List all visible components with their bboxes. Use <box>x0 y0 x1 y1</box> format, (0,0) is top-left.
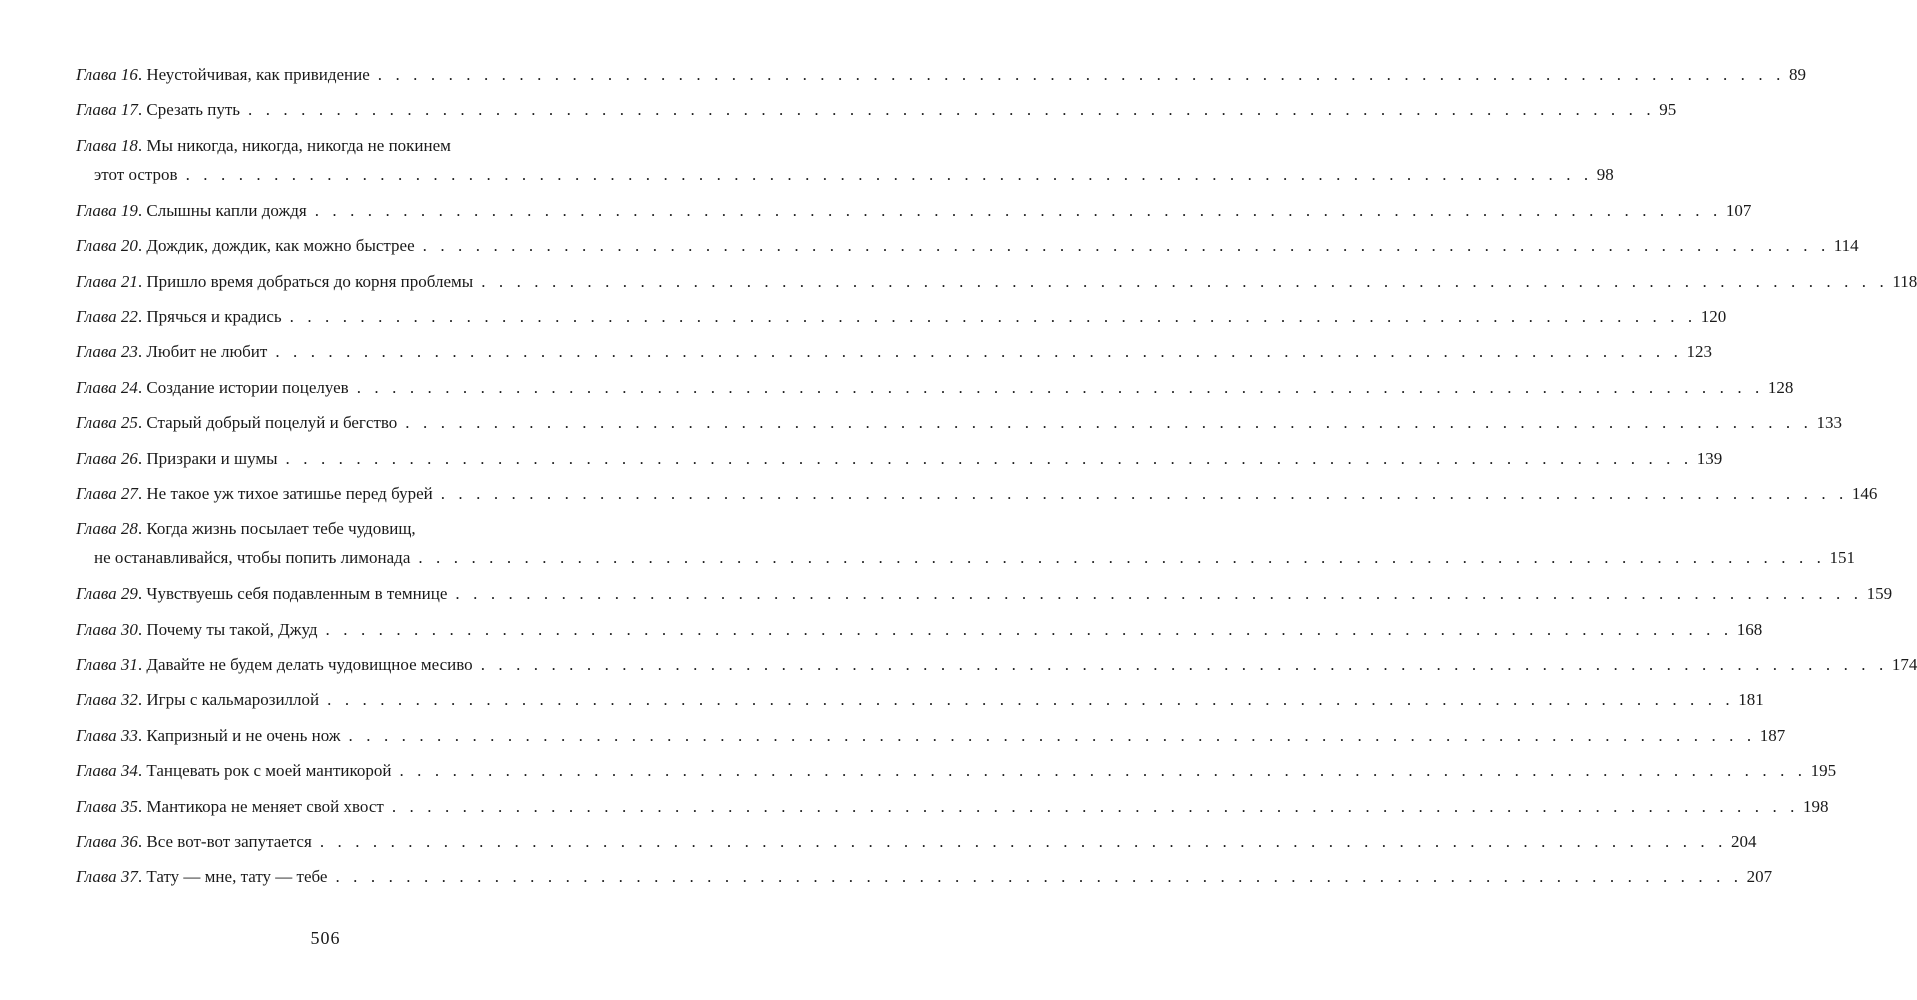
chapter-separator: . <box>137 413 147 433</box>
chapter-title: Создание истории поцелуев <box>146 377 349 397</box>
chapter-separator: . <box>137 796 147 816</box>
chapter-label: Глава 35 <box>76 796 138 816</box>
chapter-label: Глава 36 <box>76 832 138 851</box>
chapter-title: Старый добрый поцелуй и бегство <box>146 413 398 433</box>
page-ref: 195 <box>1810 761 1837 781</box>
toc-entry <box>76 721 1786 751</box>
toc-entry-line <box>76 444 1723 474</box>
toc-entry <box>76 408 1842 438</box>
dot-leader: . . . . . . . . . . . . . . . . . . . . . . . . . . . . . . . . . . . . . . . . . . . . . . . . . . . . . . . . . . . . . . . . . . . . . . . . . . . . . . . . <box>285 448 1693 468</box>
toc-entry <box>76 131 1614 190</box>
toc-entry-line <box>76 792 1829 822</box>
chapter-title: Пришло время добраться до корня проблемы <box>146 271 474 291</box>
page-ref: 98 <box>1596 164 1614 184</box>
chapter-label: Глава 18 <box>76 135 138 155</box>
chapter-separator: . <box>137 135 147 155</box>
page-ref: 120 <box>1700 306 1727 326</box>
page-ref: 95 <box>1659 100 1677 120</box>
chapter-separator: . <box>137 200 147 220</box>
dot-leader: . . . . . . . . . . . . . . . . . . . . . . . . . . . . . . . . . . . . . . . . . . . . . . . . . . . . . . . . . . . . . . . . . . . . . . . . . . . . . . . . <box>399 761 1807 781</box>
toc-entry-line <box>76 543 1856 573</box>
dot-leader: . . . . . . . . . . . . . . . . . . . . . . . . . . . . . . . . . . . . . . . . . . . . . . . . . . . . . . . . . . . . . . . . . . . . . . . . . . . . . . . . <box>418 548 1826 568</box>
dot-leader: . . . . . . . . . . . . . . . . . . . . . . . . . . . . . . . . . . . . . . . . . . . . . . . . . . . . . . . . . . . . . . . . . . . . . . . . . . . . . . . . <box>185 164 1593 184</box>
toc-entry <box>76 231 1859 261</box>
dot-leader: . . . . . . . . . . . . . . . . . . . . . . . . . . . . . . . . . . . . . . . . . . . . . . . . . . . . . . . . . . . . . . . . . . . . . . . . . . . . . . . . <box>391 796 1799 816</box>
page-ref: 118 <box>1892 271 1917 291</box>
dot-leader: . . . . . . . . . . . . . . . . . . . . . . . . . . . . . . . . . . . . . . . . . . . . . . . . . . . . . . . . . . . . . . . . . . . . . . . . . . . . . . . . <box>319 832 1727 851</box>
dot-leader: . . . . . . . . . . . . . . . . . . . . . . . . . . . . . . . . . . . . . . . . . . . . . . . . . . . . . . . . . . . . . . . . . . . . . . . . . . . . . . . . <box>455 584 1863 604</box>
chapter-separator: . <box>137 832 147 851</box>
toc-entry <box>76 615 1763 645</box>
page-ref: 139 <box>1696 448 1723 468</box>
chapter-title: Призраки и шумы <box>146 448 278 468</box>
chapter-separator: . <box>137 236 147 256</box>
chapter-title: Прячься и крадись <box>146 306 282 326</box>
chapter-separator: . <box>137 306 147 326</box>
toc-entry-line <box>76 615 1763 645</box>
chapter-label: Глава 23 <box>76 342 138 362</box>
chapter-title: Игры с кальмарозиллой <box>146 690 320 710</box>
toc-entry <box>76 827 1757 857</box>
chapter-separator: . <box>137 619 147 639</box>
dot-leader: . . . . . . . . . . . . . . . . . . . . . . . . . . . . . . . . . . . . . . . . . . . . . . . . . . . . . . . . . . . . . . . . . . . . . . . . . . . . . . . . <box>248 100 1656 120</box>
toc-entry-line <box>76 267 1917 297</box>
page-ref: 151 <box>1829 548 1856 568</box>
page-ref: 168 <box>1736 619 1763 639</box>
toc-entry-line <box>76 373 1794 403</box>
toc-entry-line <box>76 827 1757 857</box>
page-ref: 181 <box>1738 690 1764 710</box>
dot-leader: . . . . . . . . . . . . . . . . . . . . . . . . . . . . . . . . . . . . . . . . . . . . . . . . . . . . . . . . . . . . . . . . . . . . . . . . . . . . . . . . <box>440 483 1848 503</box>
dot-leader: . . . . . . . . . . . . . . . . . . . . . . . . . . . . . . . . . . . . . . . . . . . . . . . . . . . . . . . . . . . . . . . . . . . . . . . . . . . . . . . . <box>289 306 1697 326</box>
chapter-separator: . <box>137 65 147 84</box>
chapter-separator: . <box>137 377 147 397</box>
toc-entry-line <box>76 650 1917 680</box>
dot-leader: . . . . . . . . . . . . . . . . . . . . . . . . . . . . . . . . . . . . . . . . . . . . . . . . . . . . . . . . . . . . . . . . . . . . . . . . . . . . . . . . <box>377 65 1785 84</box>
toc-entry-line <box>76 196 1752 226</box>
chapter-separator: . <box>137 483 147 503</box>
chapter-separator: . <box>137 867 147 887</box>
chapter-title: Танцевать рок с моей мантикорой <box>146 761 392 781</box>
chapter-title: Дождик, дождик, как можно быстрее <box>146 236 415 256</box>
dot-leader: . . . . . . . . . . . . . . . . . . . . . . . . . . . . . . . . . . . . . . . . . . . . . . . . . . . . . . . . . . . . . . . . . . . . . . . . . . . . . . . . <box>480 655 1888 674</box>
page-ref: 133 <box>1816 413 1842 433</box>
page-ref: 187 <box>1759 725 1786 745</box>
chapter-title: Не такое уж тихое затишье перед бурей <box>146 483 433 503</box>
page-ref: 114 <box>1833 236 1859 256</box>
chapter-label: Глава 32 <box>76 690 138 710</box>
chapter-label: Глава 24 <box>76 377 138 397</box>
page-ref: 159 <box>1866 584 1893 604</box>
chapter-label: Глава 30 <box>76 619 138 639</box>
dot-leader: . . . . . . . . . . . . . . . . . . . . . . . . . . . . . . . . . . . . . . . . . . . . . . . . . . . . . . . . . . . . . . . . . . . . . . . . . . . . . . . . <box>314 200 1722 220</box>
page-ref: 107 <box>1725 200 1752 220</box>
toc-entry-line <box>76 160 1614 190</box>
chapter-separator: . <box>137 584 147 604</box>
chapter-label: Глава 21 <box>76 271 138 291</box>
toc-entry-line <box>76 685 1764 715</box>
toc-entry-line <box>76 337 1712 367</box>
chapter-title: Капризный и не очень нож <box>146 725 341 745</box>
chapter-separator: . <box>137 342 147 362</box>
toc-entry-line <box>76 231 1859 261</box>
toc-entry-line <box>76 721 1786 751</box>
dot-leader: . . . . . . . . . . . . . . . . . . . . . . . . . . . . . . . . . . . . . . . . . . . . . . . . . . . . . . . . . . . . . . . . . . . . . . . . . . . . . . . . <box>405 413 1813 433</box>
toc-entry <box>76 685 1764 715</box>
chapter-label: Глава 20 <box>76 236 138 256</box>
chapter-separator: . <box>137 655 147 674</box>
toc-entry <box>76 756 1837 786</box>
chapter-title: Почему ты такой, Джуд <box>146 619 318 639</box>
toc-entry <box>76 862 1773 892</box>
chapter-separator: . <box>137 690 147 710</box>
chapter-separator: . <box>137 761 147 781</box>
chapter-separator: . <box>137 519 147 539</box>
toc-entry <box>76 95 1677 125</box>
chapter-title: Когда жизнь посылает тебе чудовищ, <box>146 519 416 539</box>
chapter-label: Глава 17 <box>76 100 138 120</box>
toc-entry <box>76 579 1893 609</box>
chapter-title: Мы никогда, никогда, никогда не покинем <box>146 135 451 155</box>
chapter-label: Глава 34 <box>76 761 138 781</box>
chapter-label: Глава 29 <box>76 584 138 604</box>
toc-entry-line <box>76 579 1893 609</box>
toc-entry-line <box>76 514 585 543</box>
toc-entry <box>76 60 1806 90</box>
toc-entry-line <box>76 479 1878 509</box>
page-ref: 207 <box>1746 867 1773 887</box>
toc-entry <box>76 196 1752 226</box>
page-ref: 146 <box>1851 483 1878 503</box>
dot-leader: . . . . . . . . . . . . . . . . . . . . . . . . . . . . . . . . . . . . . . . . . . . . . . . . . . . . . . . . . . . . . . . . . . . . . . . . . . . . . . . . <box>327 690 1735 710</box>
chapter-title: Срезать путь <box>146 100 241 120</box>
toc-entry-line <box>76 756 1837 786</box>
dot-leader: . . . . . . . . . . . . . . . . . . . . . . . . . . . . . . . . . . . . . . . . . . . . . . . . . . . . . . . . . . . . . . . . . . . . . . . . . . . . . . . . <box>422 236 1830 256</box>
page-ref: 198 <box>1803 796 1829 816</box>
toc-entry-line <box>76 95 1677 125</box>
chapter-title: Слышны капли дождя <box>146 200 307 220</box>
toc-entry-line <box>76 302 1727 332</box>
page-ref: 123 <box>1686 342 1712 362</box>
dot-leader: . . . . . . . . . . . . . . . . . . . . . . . . . . . . . . . . . . . . . . . . . . . . . . . . . . . . . . . . . . . . . . . . . . . . . . . . . . . . . . . . <box>275 342 1683 362</box>
chapter-label: Глава 27 <box>76 483 138 503</box>
toc-entry <box>76 302 1727 332</box>
dot-leader: . . . . . . . . . . . . . . . . . . . . . . . . . . . . . . . . . . . . . . . . . . . . . . . . . . . . . . . . . . . . . . . . . . . . . . . . . . . . . . . . <box>481 271 1889 291</box>
toc-entry <box>76 479 1878 509</box>
dot-leader: . . . . . . . . . . . . . . . . . . . . . . . . . . . . . . . . . . . . . . . . . . . . . . . . . . . . . . . . . . . . . . . . . . . . . . . . . . . . . . . . <box>356 377 1764 397</box>
page-ref: 128 <box>1767 377 1794 397</box>
chapter-separator: . <box>137 100 147 120</box>
toc-entry-line <box>76 862 1773 892</box>
chapter-title: Тату — мне, тату — тебе <box>146 867 328 887</box>
chapter-separator: . <box>137 725 147 745</box>
chapter-label: Глава 31 <box>76 655 138 674</box>
toc-entry-line <box>76 60 1806 90</box>
chapter-label: Глава 16 <box>76 65 138 84</box>
chapter-label: Глава 37 <box>76 867 138 887</box>
chapter-separator: . <box>137 271 147 291</box>
toc-entry-line <box>76 131 585 160</box>
page-number: 506 <box>310 928 341 948</box>
chapter-label: Глава 19 <box>76 200 138 220</box>
chapter-label: Глава 33 <box>76 725 138 745</box>
chapter-label: Глава 28 <box>76 519 138 539</box>
chapter-title: Чувствуешь себя подавленным в темнице <box>146 584 448 604</box>
toc-entry <box>76 444 1723 474</box>
dot-leader: . . . . . . . . . . . . . . . . . . . . . . . . . . . . . . . . . . . . . . . . . . . . . . . . . . . . . . . . . . . . . . . . . . . . . . . . . . . . . . . . <box>325 619 1733 639</box>
toc-entry <box>76 373 1794 403</box>
page-ref: 174 <box>1891 655 1917 674</box>
dot-leader: . . . . . . . . . . . . . . . . . . . . . . . . . . . . . . . . . . . . . . . . . . . . . . . . . . . . . . . . . . . . . . . . . . . . . . . . . . . . . . . . <box>348 725 1756 745</box>
page-ref: 204 <box>1730 832 1757 851</box>
chapter-title: Давайте не будем делать чудовищное месиво <box>146 655 473 674</box>
chapter-label: Глава 26 <box>76 448 138 468</box>
toc-entry <box>76 514 1856 573</box>
chapter-title: Мантикора не меняет свой хвост <box>146 796 384 816</box>
chapter-label: Глава 25 <box>76 413 138 433</box>
page-ref: 89 <box>1788 65 1806 84</box>
toc-entry <box>76 337 1712 367</box>
chapter-title: не останавливайся, чтобы попить лимонада <box>94 548 411 568</box>
toc-entry <box>76 792 1829 822</box>
toc-entry-line <box>76 408 1842 438</box>
toc-entry <box>76 650 1917 680</box>
chapter-title: Любит не любит <box>146 342 268 362</box>
chapter-label: Глава 22 <box>76 306 138 326</box>
chapter-title: Неустойчивая, как привидение <box>146 65 370 84</box>
chapter-separator: . <box>137 448 147 468</box>
chapter-title: этот остров <box>94 164 178 184</box>
chapter-title: Все вот-вот запутается <box>146 832 312 851</box>
dot-leader: . . . . . . . . . . . . . . . . . . . . . . . . . . . . . . . . . . . . . . . . . . . . . . . . . . . . . . . . . . . . . . . . . . . . . . . . . . . . . . . . <box>335 867 1743 887</box>
toc-entry <box>76 267 1917 297</box>
